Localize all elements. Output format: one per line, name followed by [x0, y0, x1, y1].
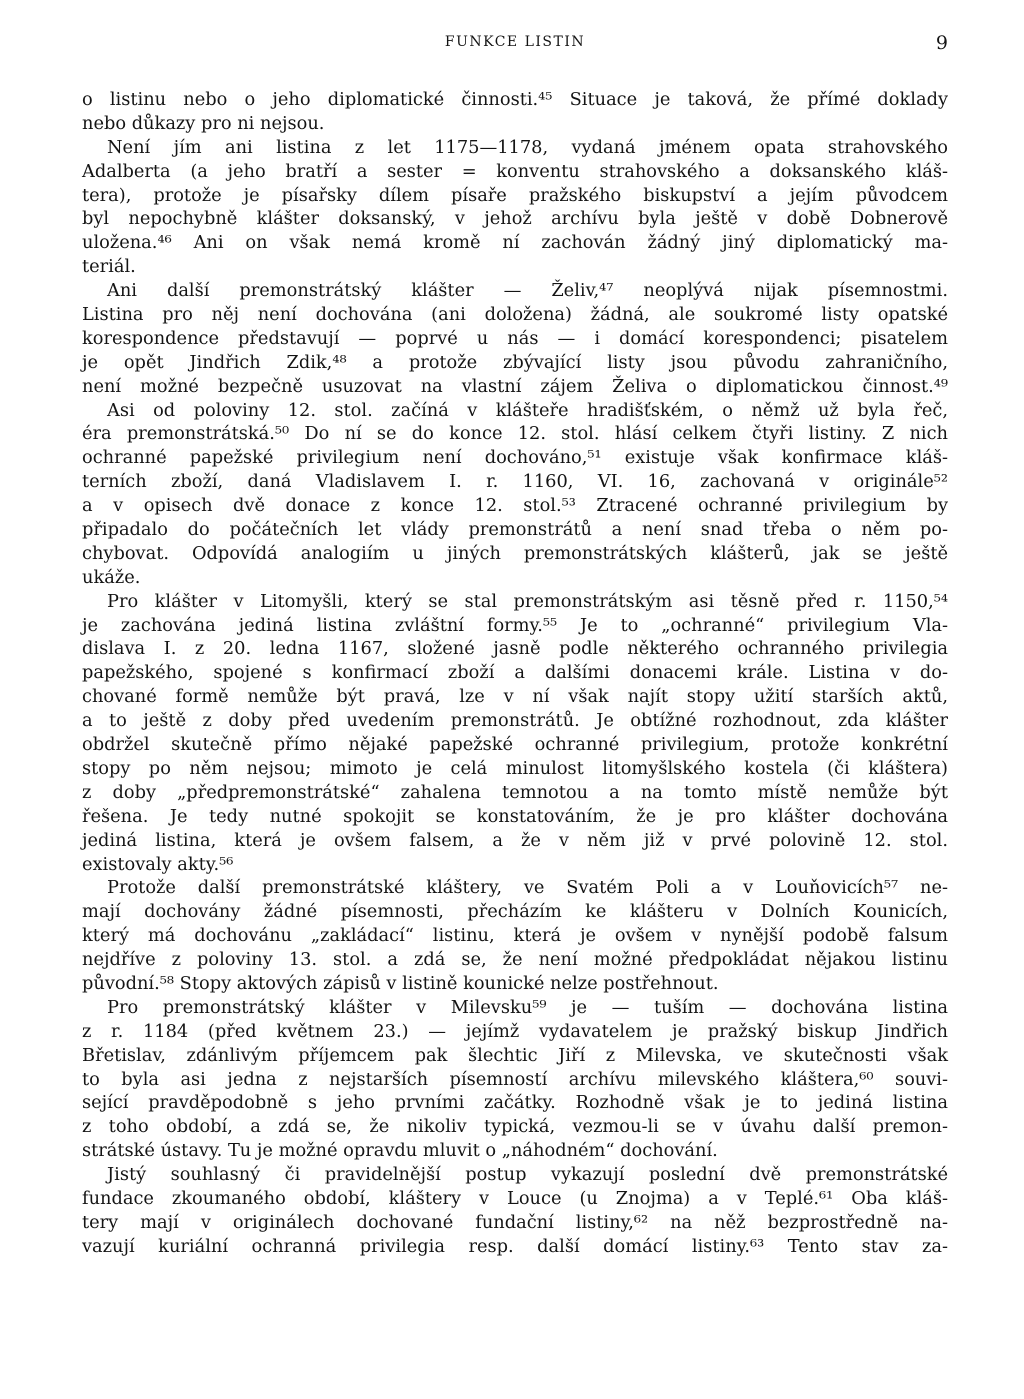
text-line: Protože další premonstrátské kláštery, ve Svatém Poli a v Louňovicích⁵⁷ ne- — [107, 877, 948, 899]
text-line: Adalberta (a jeho bratří a sester = konventu strahovského a doksanského kláš- — [82, 160, 948, 182]
text-line: fundace zkoumaného období, kláštery v Louce (u Znojma) a v Teplé.⁶¹ Oba kláš- — [82, 1187, 948, 1209]
text-line: strátské ústavy. Tu je možné opravdu mluvit o „náhodném“ dochování. — [82, 1140, 718, 1162]
text-line: korespondence představují — poprvé u nás — i domácí korespondenci; pisatelem — [82, 327, 948, 349]
text-line: to byla asi jedna z nejstarších písemností archívu milevského kláštera,⁶⁰ souvi- — [82, 1068, 948, 1090]
text-line: Není jím ani listina z let 1175—1178, vydaná jménem opata strahovského — [107, 136, 948, 158]
text-line: Pro klášter v Litomyšli, který se stal premonstrátským asi těsně před r. 1150,⁵⁴ — [107, 590, 948, 612]
text-line: obdržel skutečně přímo nějaké papežské ochranné privilegium, protože konkrétní — [82, 734, 948, 756]
text-line: jediná listina, která je ovšem falsem, a že v něm již v prvé polovině 12. stol. — [82, 829, 948, 851]
text-line: o listinu nebo o jeho diplomatické činnosti.⁴⁵ Situace je taková, že přímé doklady — [82, 89, 948, 110]
text-line: byl nepochybně klášter doksanský, v jehož archívu byla ještě v době Dobnerově — [82, 208, 948, 230]
text-line: Pro premonstrátský klášter v Milevsku⁵⁹ je — tuším — dochována listina — [107, 996, 948, 1018]
text-line: z toho období, a zdá se, že nikoliv typická, vezmou-li se v úvahu další premon- — [82, 1116, 948, 1138]
text-line: z doby „předpremonstrátské“ zahalena temnotou a na tomto místě nemůže být — [82, 781, 948, 803]
text-line: původní.⁵⁸ Stopy aktových zápisů v listině kounické nelze postřehnout. — [82, 972, 719, 994]
text-line: Jistý souhlasný či pravidelnější postup vykazují poslední dvě premonstrátské — [107, 1164, 948, 1186]
text-line: připadalo do počátečních let vlády premonstrátů a není snad třeba o něm po- — [82, 519, 948, 541]
text-line: který má dochovánu „zakládací“ listinu, která je ovšem v nynější podobě falsum — [82, 925, 948, 947]
text-line: je zachována jediná listina zvláštní formy.⁵⁵ Je to „ochranné“ privilegium Vla- — [82, 614, 948, 636]
text-line: vazují kuriální ochranná privilegia resp. další domácí listiny.⁶³ Tento stav za- — [82, 1235, 948, 1257]
text-line: z r. 1184 (před květnem 23.) — jejímž vydavatelem je pražský biskup Jindřich — [82, 1020, 948, 1042]
text-line: je opět Jindřich Zdik,⁴⁸ a protože zbývající listy jsou původu zahraničního, — [82, 351, 948, 373]
text-line: tery mají v originálech dochované fundační listiny,⁶² na něž bezprostředně na- — [82, 1211, 948, 1233]
text-line: Listina pro něj není dochována (ani doložena) žádná, ale soukromé listy opatské — [82, 304, 948, 326]
text-line: sející pravděpodobně s jeho prvními začátky. Rozhodně však je to jediná listina — [82, 1092, 948, 1114]
text-line: mají dochovány žádné písemnosti, přecházím ke klášteru v Dolních Kounicích, — [82, 901, 948, 923]
text-line: stopy po něm nejsou; mimoto je celá minulost litomyšlského kostela (či kláštera) — [82, 757, 948, 779]
text-line: není možné bezpečně usuzovat na vlastní zájem Želiva o diplomatickou činnost.⁴⁹ — [82, 375, 948, 397]
page-number: 9 — [935, 32, 948, 54]
text-line: existovaly akty.⁵⁶ — [82, 853, 234, 875]
text-line: teriál. — [82, 256, 136, 278]
text-line: nebo důkazy pro ni nejsou. — [82, 112, 325, 134]
text-line: nejdříve z poloviny 13. stol. a zdá se, že není možné předpokládat nějakou listinu — [82, 949, 948, 971]
text-line: dislava I. z 20. ledna 1167, složené jasně podle některého ochranného privilegia — [82, 638, 948, 660]
page-header — [82, 32, 948, 62]
text-line: a v opisech dvě donace z konce 12. stol.⁵³ Ztracené ochranné privilegium by — [82, 495, 948, 517]
text-line: éra premonstrátská.⁵⁰ Do ní se do konce 12. stol. hlásí celkem čtyři listiny. Z nich — [82, 423, 948, 445]
text-line: tera), protože je písařsky dílem písaře pražského biskupství a jejím původcem — [82, 184, 948, 206]
text-line: Asi od poloviny 12. stol. začíná v klášteře hradišťském, o němž už byla řeč, — [107, 399, 948, 421]
text-line: Ani další premonstrátský klášter — Želiv,⁴⁷ neoplývá nijak písemnostmi. — [107, 280, 948, 302]
text-line: chované formě nemůže být pravá, lze v ní však najít stopy užití starších aktů, — [82, 686, 948, 708]
text-line: uložena.⁴⁶ Ani on však nemá kromě ní zachován žádný jiný diplomatický ma- — [82, 232, 948, 254]
text-line: ochranné papežské privilegium není dochováno,⁵¹ existuje však konfirmace kláš- — [82, 447, 948, 469]
text-line: ukáže. — [82, 566, 141, 588]
running-title: FUNKCE LISTIN — [444, 34, 586, 50]
text-line: chybovat. Odpovídá analogiím u jiných premonstrátských klášterů, jak se ještě — [82, 542, 948, 564]
body-text — [82, 88, 948, 1259]
text-line: terních zboží, daná Vladislavem I. r. 1160, VI. 16, zachovaná v originále⁵² — [82, 471, 948, 493]
text-line: Břetislav, zdánlivým příjemcem pak šlechtic Jiří z Milevska, ve skutečnosti však — [82, 1044, 948, 1066]
text-line: řešena. Je tedy nutné spokojit se konstatováním, že je pro klášter dochována — [82, 805, 948, 827]
text-line: a to ještě z doby před uvedením premonstrátů. Je obtížné rozhodnout, zda klášter — [82, 710, 948, 732]
text-line: papežského, spojené s konfirmací zboží a dalšími donacemi krále. Listina v do- — [82, 662, 948, 684]
